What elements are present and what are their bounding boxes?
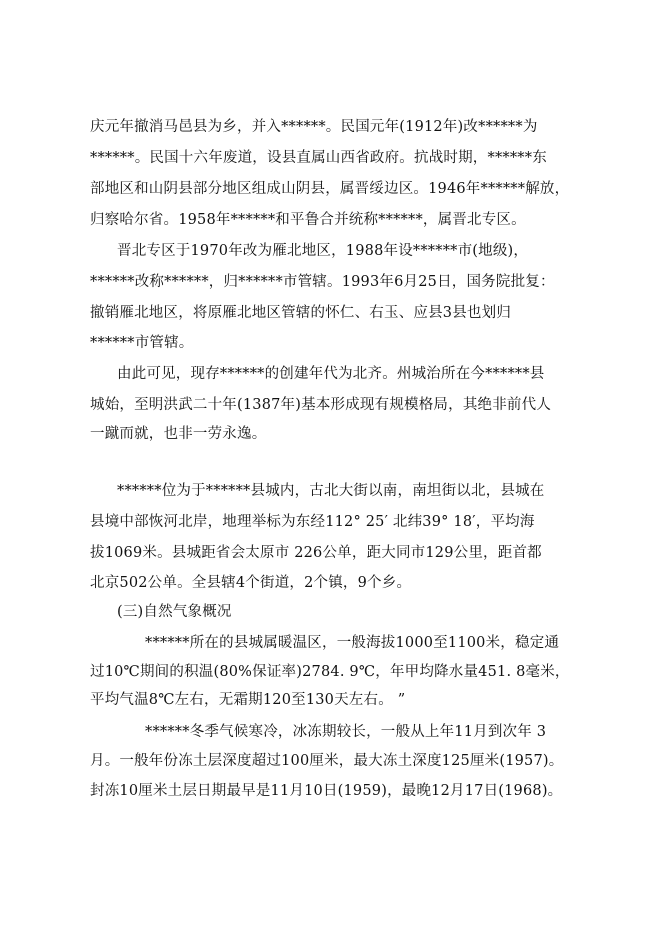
- text-line: 城始，至明洪武二十年(1387年)基本形成现有规模格局，其绝非前代人: [90, 397, 552, 413]
- text-line: ******位为于******县城内，古北大街以南，南坦街以北，县城在: [117, 483, 545, 499]
- text-line: ******改称******，归******市管辖。1993年6月25日，国务院批复：: [90, 274, 555, 290]
- text-line: 拔1069米。县城距省会太原市 226公单，距大同市129公里，距首都: [90, 545, 542, 561]
- text-line: 县境中部恢河北岸，地理举标为东经112° 25′ 北纬39° 18′，平均海: [90, 514, 535, 530]
- text-line: 北京502公单。全县辖4个街道，2个镇，9个乡。: [90, 575, 412, 591]
- text-line: ******市管辖。: [90, 335, 194, 351]
- text-line: 由此可见，现存******的创建年代为北齐。州城治所在今******县: [117, 366, 545, 382]
- text-line: 部地区和山阴县部分地区组成山阴县，属晋绥边区。1946年******解放，: [90, 181, 570, 197]
- section-heading: (三)自然气象概况: [117, 604, 232, 620]
- text-line: 庆元年撤消马邑县为乡，并入******。民国元年(1912年)改******为: [90, 119, 538, 135]
- text-line: 撤销雁北地区，将原雁北地区管辖的怀仁、右玉、应县3县也划归: [90, 305, 512, 321]
- text-line: 晋北专区于1970年改为雁北地区，1988年设******市(地级)，: [117, 243, 529, 259]
- text-line: 月。一般年份冻土层深度超过100厘米，最大冻土深度125厘米(1957)。: [90, 753, 564, 769]
- text-line: 过10℃期间的积温(80%保证率)2784. 9℃，年甲均降水量451. 8毫米，: [90, 664, 570, 680]
- text-line: 平均气温8℃左右，无霜期120至130天左右。 ”: [90, 692, 406, 708]
- text-line: 封冻10厘米土层日期最早是11月10日(1959)，最晚12月17日(1968)。: [90, 783, 563, 799]
- text-line: ******所在的县城属暖温区，一般海拔1000至1100米，稳定通: [145, 635, 560, 651]
- text-line: 一蹴而就，也非一劳永逸。: [90, 426, 267, 442]
- text-line: ******。民国十六年废道，设县直属山西省政府。抗战时期，******东: [90, 150, 547, 166]
- text-line: ******冬季气候寒冷，冰冻期较长，一般从上年11月到次年 3: [145, 724, 547, 740]
- text-line: 归察哈尔省。1958年******和平鲁合并统称******，属晋北专区。: [90, 212, 526, 228]
